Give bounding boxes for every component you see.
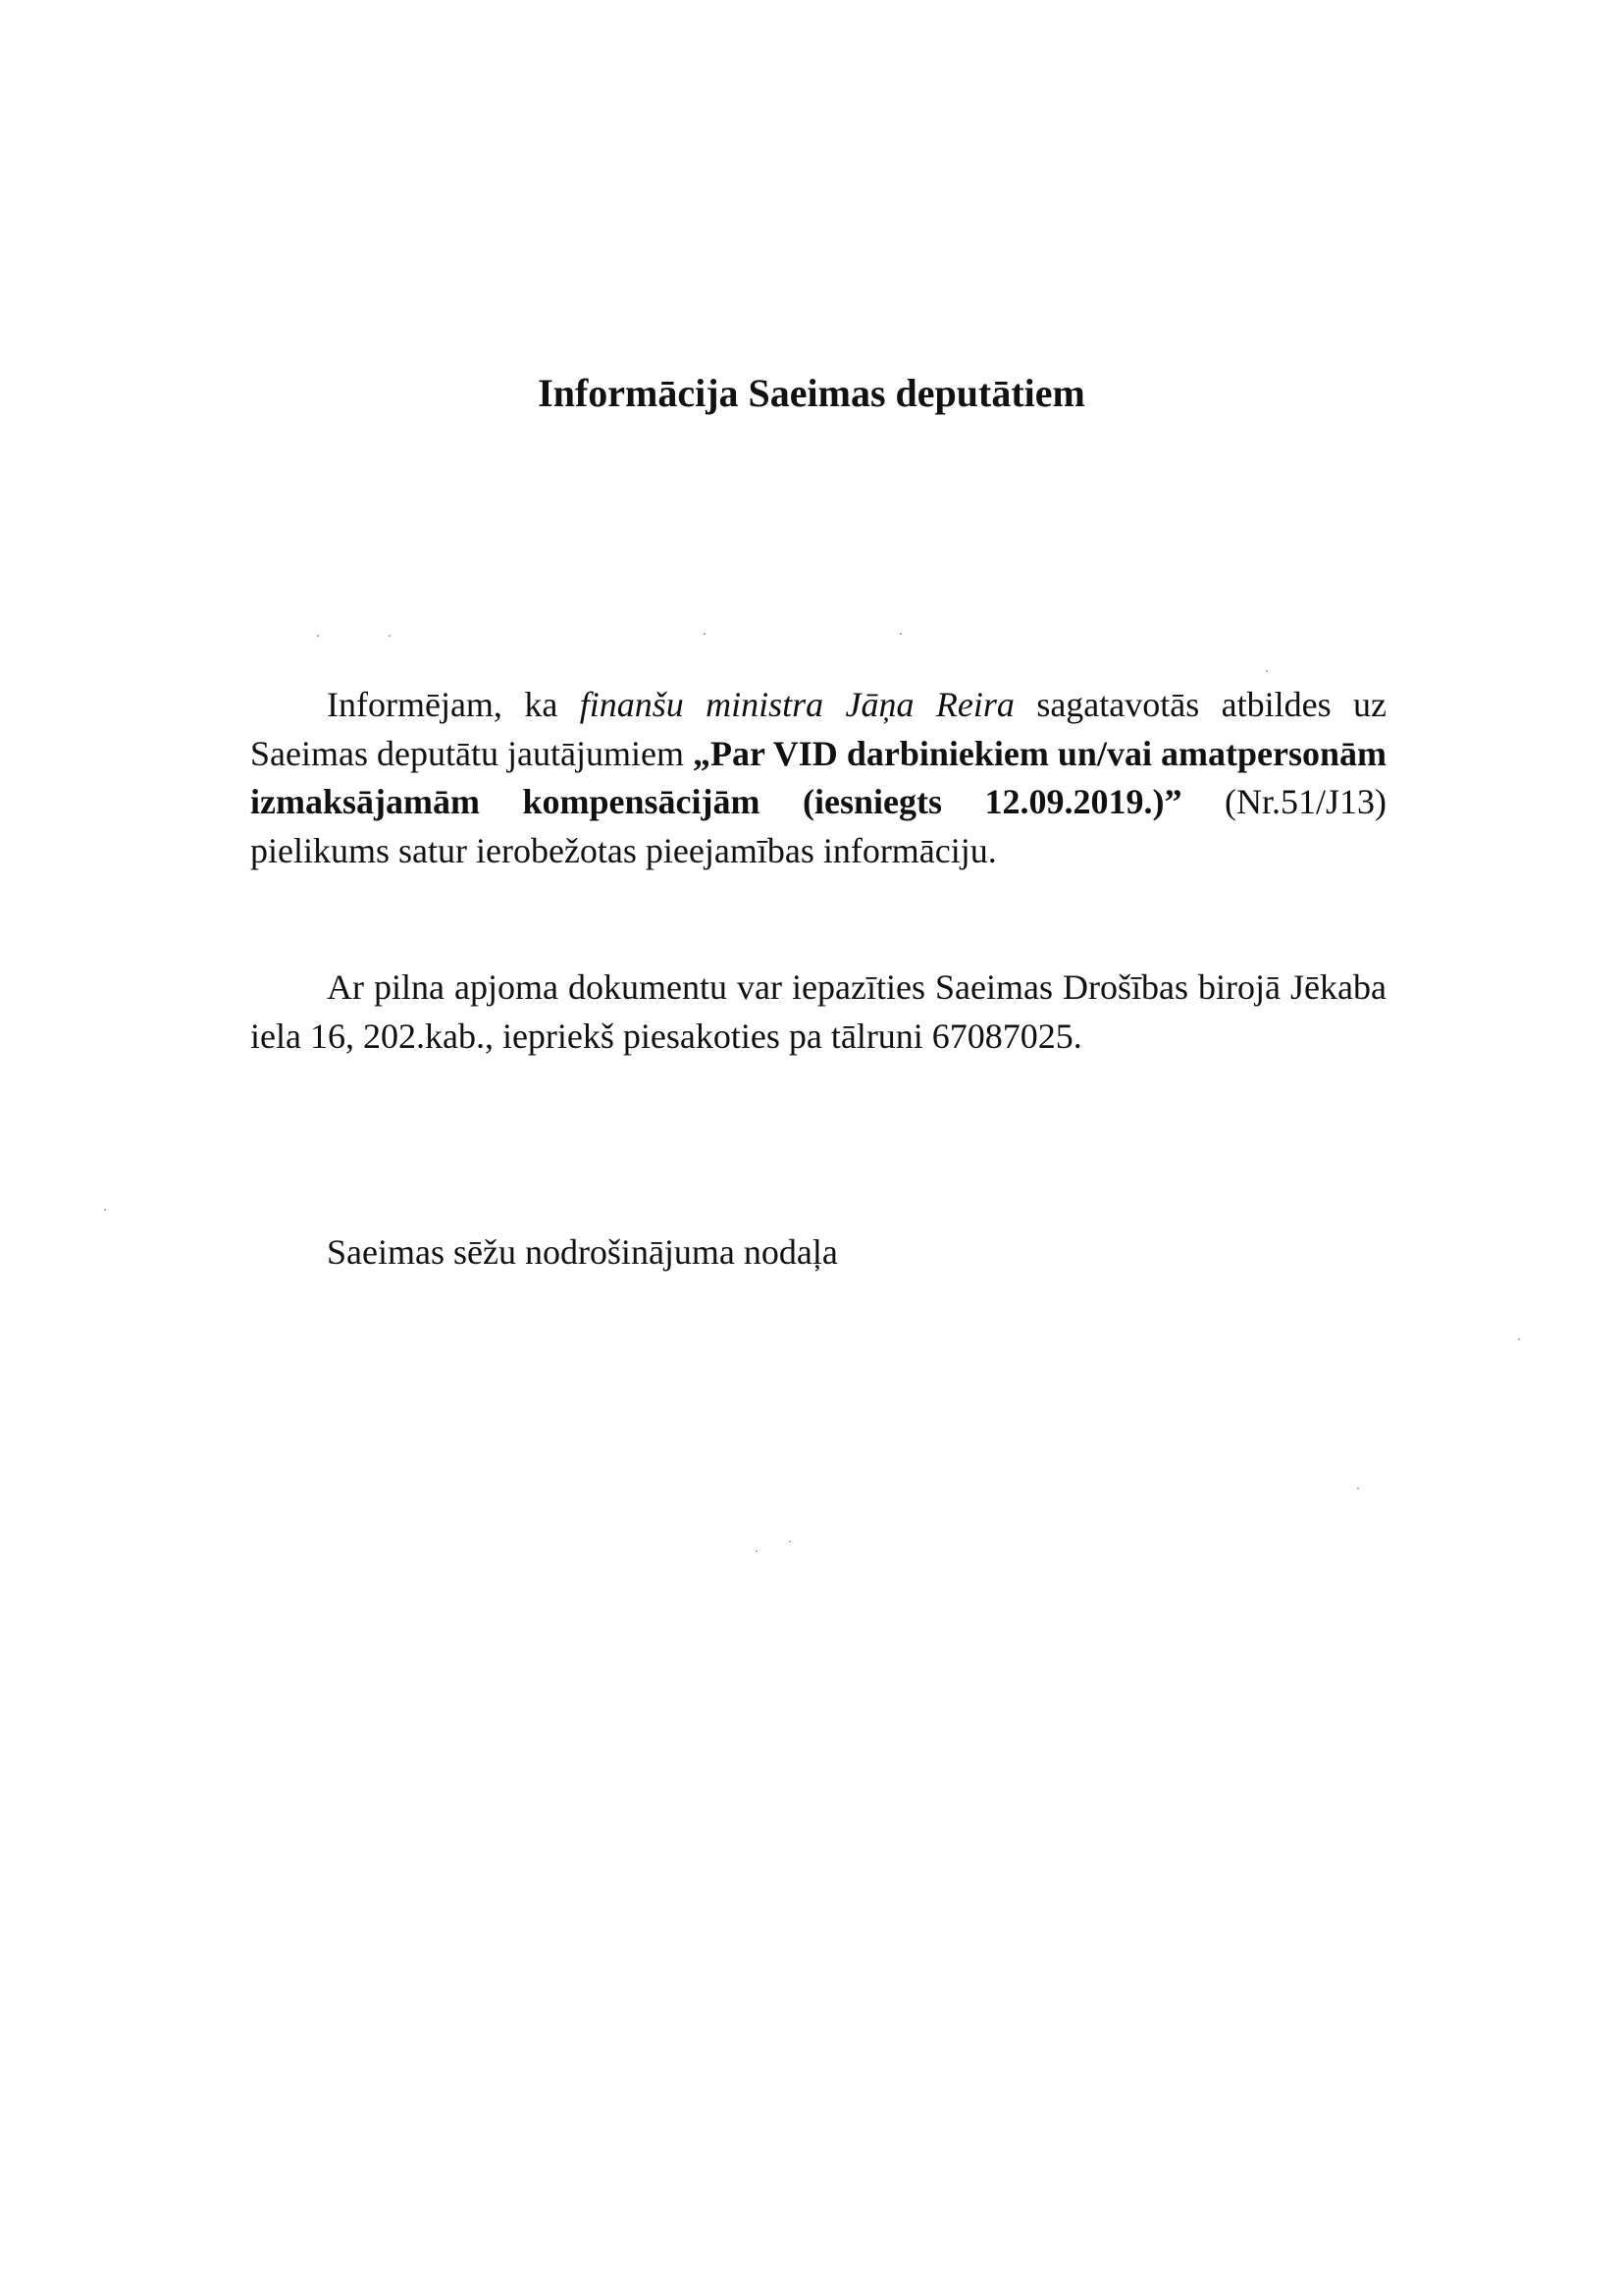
scan-speck (1266, 670, 1268, 672)
scan-speck (104, 1209, 106, 1211)
scan-speck (756, 1550, 758, 1552)
document-title: Informācija Saeimas deputātiem (538, 371, 1085, 415)
scan-speck (389, 635, 391, 637)
paragraph-ending: pielikums satur ierobežotas pieejamības informāciju. (250, 830, 997, 870)
scan-speck (317, 635, 319, 637)
access-info-text: Ar pilna apjoma dokumentu var iepazīties Saeimas Drošības birojā Jēkaba iela 16, 202.kab., iepriekš piesakoties pa tālruni 67087025. (250, 967, 1387, 1056)
paragraph-intro: Informējam, ka (327, 685, 580, 724)
question-number: (Nr.51/J13) (1181, 782, 1387, 821)
scan-speck (1518, 1338, 1520, 1340)
question-title: „Par VID darbiniekiem un/vai amatpersonām izmaksājamām kompensācijām (iesniegts 12.09.2019.)” (250, 733, 1387, 821)
paragraph-access-info (250, 964, 1387, 1061)
scan-speck (704, 633, 706, 635)
paragraph-middle: sagatavotās atbildes uz Saeimas deputātu jautājumiem (250, 685, 1387, 773)
signature-department: Saeimas sēžu nodrošinājuma nodaļa (327, 1232, 838, 1272)
scan-speck (900, 633, 902, 635)
minister-name: finanšu ministra Jāņa Reira (579, 685, 1015, 724)
scan-speck (789, 1540, 791, 1542)
paragraph-restricted-info (250, 681, 1387, 875)
scan-speck (1357, 1487, 1359, 1489)
